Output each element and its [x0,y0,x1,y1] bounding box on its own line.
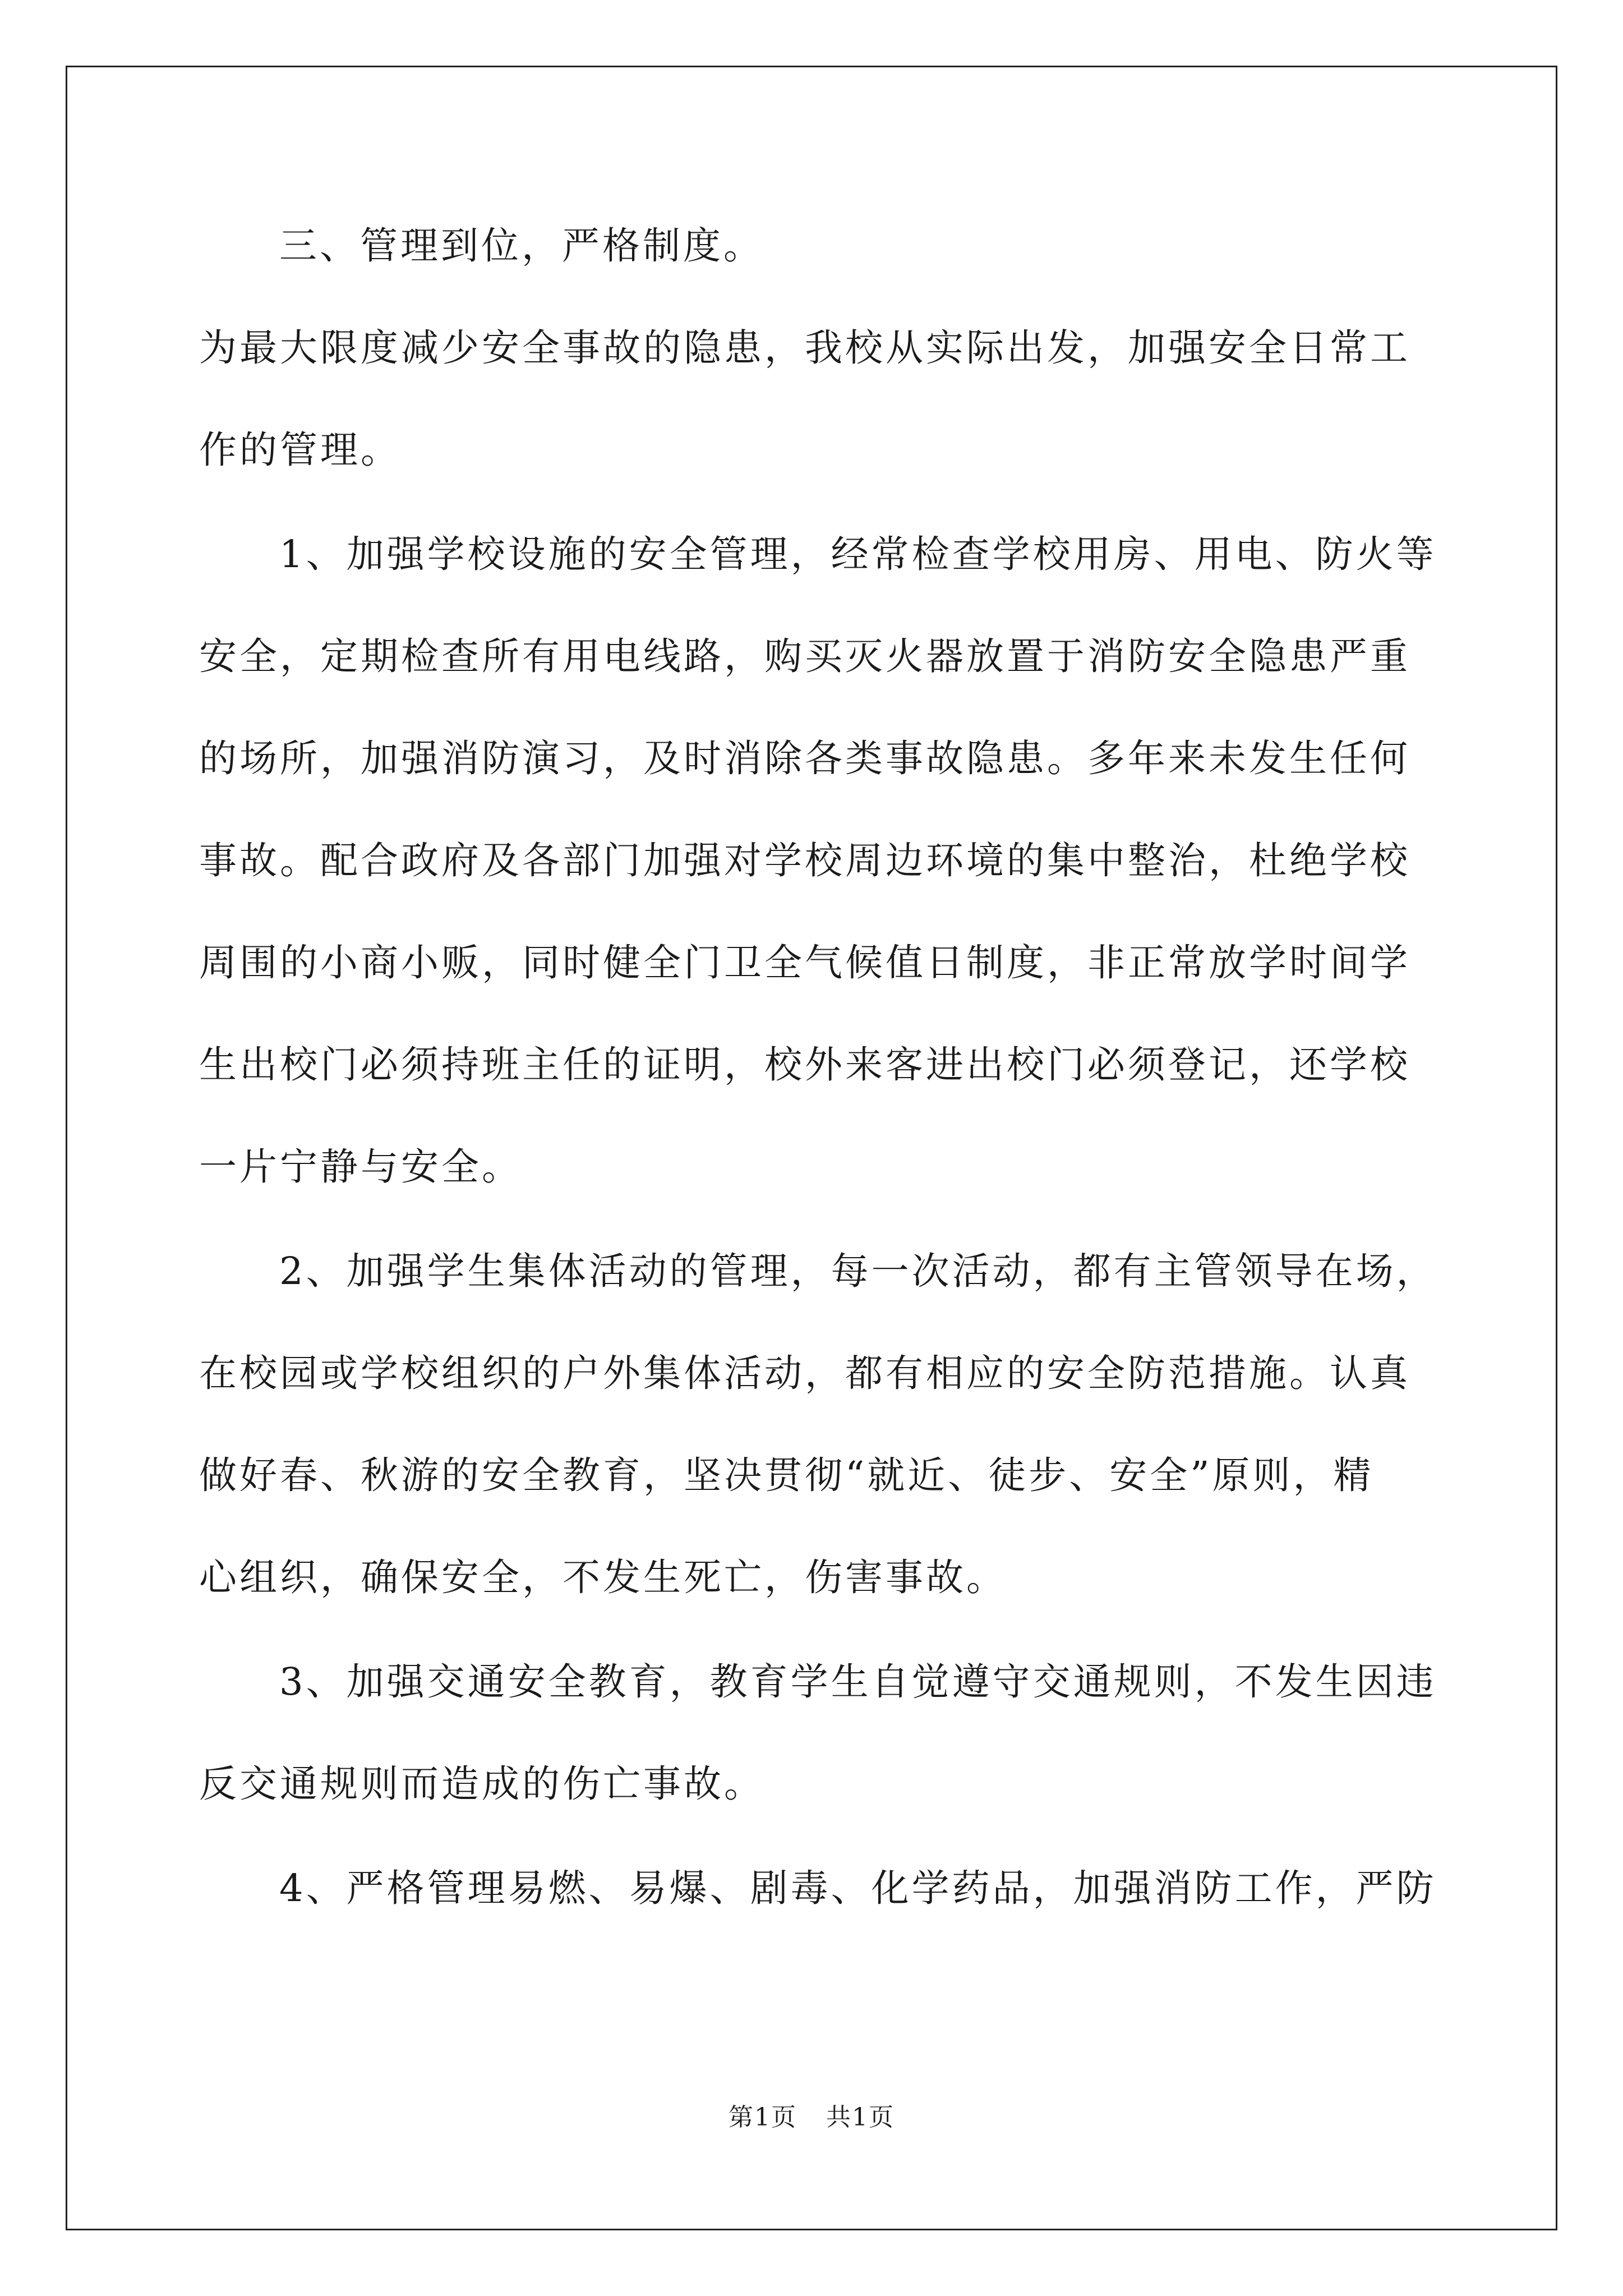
item-2-line-1: 2、加强学生集体活动的管理，每一次活动，都有主管领导在场， [279,1249,1437,1293]
document-body [199,196,1436,1915]
item-1-line-4: 事故。配合政府及各部门加强对学校周边环境的集中整治，杜绝学校 [199,839,1410,882]
item-1-line-1: 1、加强学校设施的安全管理，经常检查学校用房、用电、防火等 [279,532,1437,576]
item-2-line-4: 心组织，确保安全，不发生死亡，伤害事故。 [199,1556,1007,1599]
page-number: 第1页 [728,2103,797,2132]
item-1-line-3: 的场所，加强消防演习，及时消除各类事故隐患。多年来未发生任何 [199,737,1410,780]
item-1-line-6: 生出校门必须持班主任的证明，校外来客进出校门必须登记，还学校 [199,1043,1410,1087]
item-2-line-2: 在校园或学校组织的户外集体活动，都有相应的安全防范措施。认真 [199,1351,1410,1395]
section-heading: 三、管理到位，严格制度。 [279,224,764,268]
item-3-line-1: 3、加强交通安全教育，教育学生自觉遵守交通规则，不发生因违 [279,1660,1437,1704]
item-3-line-2: 反交通规则而造成的伤亡事故。 [199,1762,764,1806]
page-footer [0,2101,1623,2134]
item-1-line-5: 周围的小商小贩，同时健全门卫全气候值日制度，非正常放学时间学 [199,941,1410,984]
item-1-line-7: 一片宁静与安全。 [199,1145,522,1189]
intro-line-2: 作的管理。 [199,428,401,472]
item-1-line-2: 安全，定期检查所有用电线路，购买灭火器放置于消防安全隐患严重 [199,634,1410,678]
page-total: 共1页 [826,2103,895,2132]
intro-line-1: 为最大限度减少安全事故的隐患，我校从实际出发，加强安全日常工 [199,326,1410,370]
item-2-line-3: 做好春、秋游的安全教育，坚决贯彻“就近、徒步、安全”原则，精 [199,1453,1374,1497]
item-4-line-1: 4、严格管理易燃、易爆、剧毒、化学药品，加强消防工作，严防 [279,1866,1437,1910]
